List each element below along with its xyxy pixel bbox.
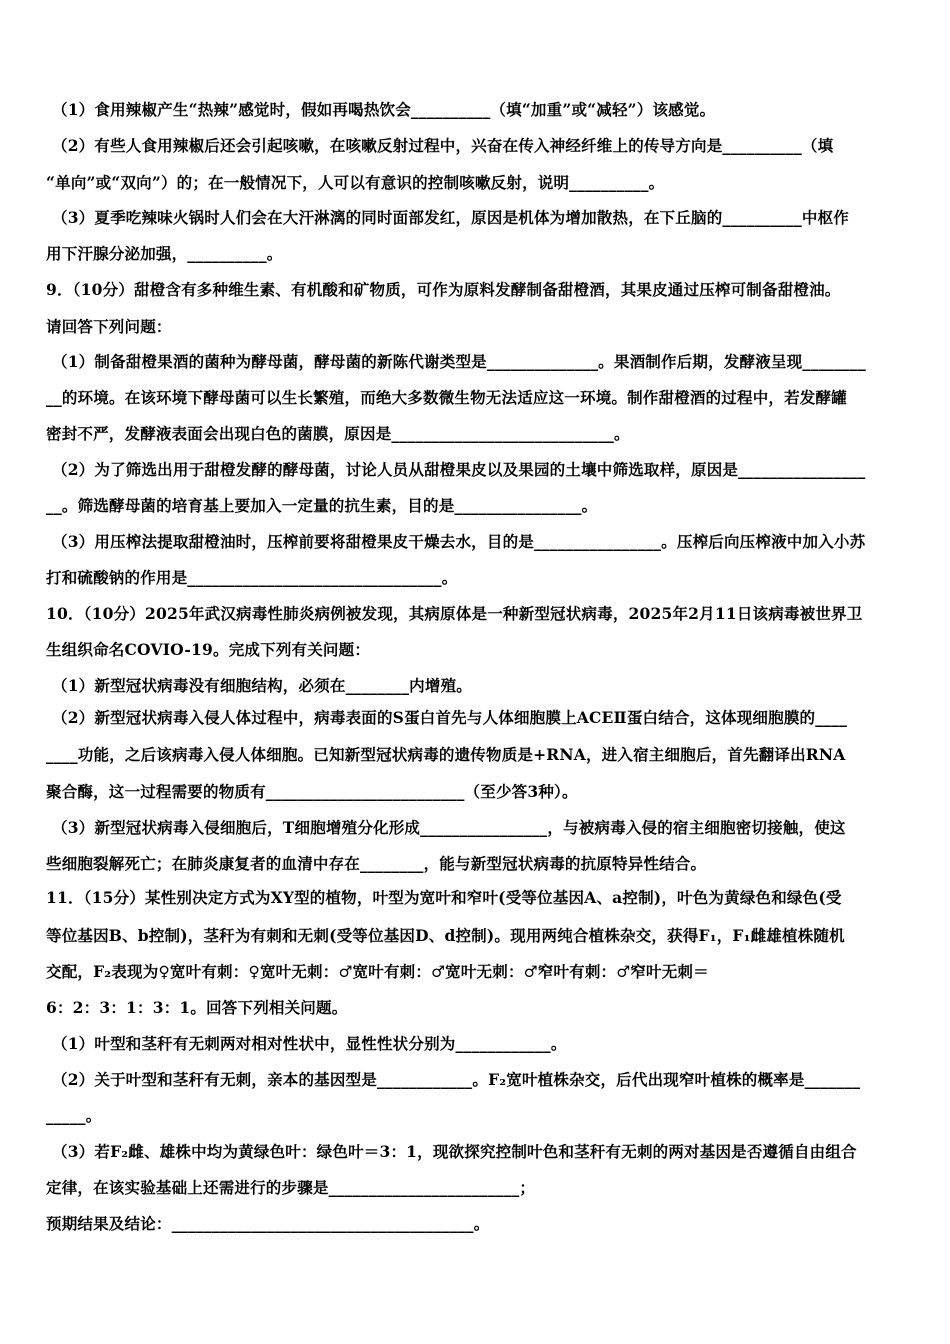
text-line: 请回答下列问题：: [46, 317, 172, 336]
text-line: 生组织命名COVIO-19。完成下列有关问题：: [46, 640, 371, 659]
text-line: 预期结果及结论：______________________________________。: [46, 1214, 490, 1233]
text-line: 密封不严，发酵液表面会出现白色的菌膜，原因是____________________________。: [46, 424, 630, 443]
text-line: （3）用压榨法提取甜橙油时，压榨前要将甜橙果皮干燥去水，目的是________________。压榨后向压榨液中加入小苏: [52, 532, 866, 551]
text-line: 交配，F₂表现为♀宽叶有刺：♀宽叶无刺：♂宽叶有刺：♂宽叶无刺：♂窄叶有刺：♂窄叶无刺＝: [46, 962, 709, 981]
text-line: 用下汗腺分泌加强，__________。: [46, 244, 283, 263]
text-line: __的环境。在该环境下酵母菌可以生长繁殖，而绝大多数微生物无法适应这一环境。制作甜橙酒的过程中，若发酵罐: [46, 388, 847, 407]
text-line: ____功能，之后该病毒入侵人体细胞。已知新型冠状病毒的遗传物质是+RNA，进入宿主细胞后，首先翻译出RNA: [46, 745, 846, 764]
text-line: （2）有些人食用辣椒后还会引起咳嗽，在咳嗽反射过程中，兴奋在传入神经纤维上的传导方向是__________（填: [52, 136, 834, 155]
text-line: “单向”或“双向”）的；在一般情况下，人可以有意识的控制咳嗽反射，说明__________。: [46, 173, 665, 192]
text-line: __。筛选酵母菌的培育基上要加入一定量的抗生素，目的是________________。: [46, 496, 598, 515]
text-line: （1）食用辣椒产生“热辣”感觉时，假如再喝热饮会__________（填“加重”或“减轻”）该感觉。: [52, 100, 716, 119]
text-line: 些细胞裂解死亡；在肺炎康复者的血清中存在________，能与新型冠状病毒的抗原特异性结合。: [46, 854, 707, 873]
question-10-heading: 10．（10分）2025年武汉病毒性肺炎病例被发现，其病原体是一种新型冠状病毒，2025年2月11日该病毒被世界卫: [46, 604, 863, 623]
text-line: _____。: [46, 1106, 102, 1125]
text-line: （2）新型冠状病毒入侵人体过程中，病毒表面的S蛋白首先与人体细胞膜上ACEⅡ蛋白结合，这体现细胞膜的____: [52, 708, 848, 727]
text-line: （2）关于叶型和茎秆有无刺，亲本的基因型是____________。F₂宽叶植株杂交，后代出现窄叶植株的概率是_______: [52, 1070, 861, 1089]
text-line: 定律，在该实验基础上还需进行的步骤是________________________；: [46, 1178, 536, 1197]
question-9-heading: 9．（10分）甜橙含有多种维生素、有机酸和矿物质，可作为原料发酵制备甜橙酒，其果皮通过压榨可制备甜橙油。: [46, 280, 841, 299]
text-line: 聚合酶，这一过程需要的物质有_________________________（至少答3种）。: [46, 782, 578, 801]
text-line: （1）新型冠状病毒没有细胞结构，必须在________内增殖。: [52, 676, 472, 695]
text-line: （3）夏季吃辣味火锅时人们会在大汗淋漓的同时面部发红，原因是机体为增加散热，在下丘脑的__________中枢作: [52, 208, 849, 227]
text-line: （3）若F₂雌、雄株中均为黄绿色叶：绿色叶＝3：1，现欲探究控制叶色和茎秆有无刺的两对基因是否遵循自由组合: [52, 1142, 857, 1161]
text-line: （1）制备甜橙果酒的菌种为酵母菌，酵母菌的新陈代谢类型是______________。果酒制作后期，发酵液呈现________: [52, 352, 866, 371]
text-line: （2）为了筛选出用于甜橙发酵的酵母菌，讨论人员从甜橙果皮以及果园的土壤中筛选取样，原因是________________: [52, 460, 866, 479]
text-line: 打和硫酸钠的作用是________________________________。: [46, 568, 458, 587]
text-line: （1）叶型和茎秆有无刺两对相对性状中，显性性状分别为____________。: [52, 1034, 567, 1053]
question-11-heading: 11．（15分）某性别决定方式为XY型的植物，叶型为宽叶和窄叶(受等位基因A、a控制)，叶色为黄绿色和绿色(受: [46, 888, 842, 907]
text-line: （3）新型冠状病毒入侵细胞后，T细胞增殖分化形成________________，与被病毒入侵的宿主细胞密切接触，使这: [52, 818, 846, 837]
text-line: 等位基因B、b控制)，茎秆为有刺和无刺(受等位基因D、d控制)。现用两纯合植株杂交，获得F₁，F₁雌雄植株随机: [46, 926, 845, 945]
text-line: 6：2：3：1：3：1。回答下列相关问题。: [46, 998, 348, 1017]
